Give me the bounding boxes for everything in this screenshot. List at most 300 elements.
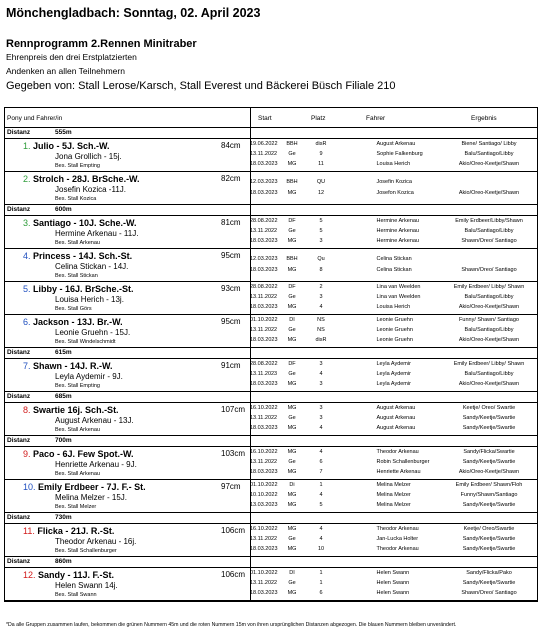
horse-name-text: Shawn - 14J. R.-W. xyxy=(33,361,113,371)
result-row xyxy=(5,140,537,149)
rider-name: Josefin Kozica -11J. xyxy=(55,185,126,194)
result-track: Ge xyxy=(288,228,296,234)
distance-label: Distanz xyxy=(7,393,31,400)
horse-name-text: Swartie 16j. Sch.-St. xyxy=(33,405,119,415)
result-date: 18.03.2023 xyxy=(250,546,278,552)
rider-name: Celina Stickan - 14J. xyxy=(55,262,129,271)
result-date: 18.03.2023 xyxy=(250,161,278,167)
horse-row xyxy=(5,216,537,249)
result-place: 3 xyxy=(319,361,323,367)
start-number: 7. xyxy=(23,361,31,371)
horse-name-text: Jackson - 13J. Br.-W. xyxy=(33,317,123,327)
result-outcome: Balu/Santiago/Libby xyxy=(464,371,514,377)
result-outcome: Akio/Oreo-Keetje/Shawn xyxy=(458,161,520,167)
horse-height: 91cm xyxy=(221,361,241,370)
result-row xyxy=(5,481,537,490)
horse-height: 84cm xyxy=(221,141,241,150)
horse-height: 106cm xyxy=(221,526,246,535)
horse-name-text: Princess - 14J. Sch.-St. xyxy=(33,251,133,261)
result-track: BBH xyxy=(286,256,298,262)
result-track: Ge xyxy=(288,536,296,542)
distance-value: 730m xyxy=(55,514,72,521)
result-outcome: Sandy/Keetje/Swartie xyxy=(462,536,516,542)
result-track: MG xyxy=(287,190,297,196)
page-title: Mönchengladbach: Sonntag, 02. April 2023 xyxy=(6,6,261,20)
rider-name: Helen Swann 14j. xyxy=(55,581,118,590)
result-outcome: Biene/ Santiago/ Libby xyxy=(461,141,517,147)
horse-row xyxy=(5,480,537,513)
result-track: Ge xyxy=(288,459,296,465)
result-driver: Jan-Lucka Holter xyxy=(376,536,419,542)
result-date: 18.03.2023 xyxy=(250,267,278,273)
result-place: 4 xyxy=(319,304,323,310)
result-track: MG xyxy=(287,304,297,310)
result-outcome: Akio/Oreo-Keetje/Shawn xyxy=(458,190,520,196)
result-driver: Leyla Aydemir xyxy=(376,371,411,377)
result-driver: Josefon Kozica xyxy=(376,190,414,196)
result-driver: Helen Swann xyxy=(376,570,410,576)
result-row xyxy=(5,150,537,159)
result-driver: Louisa Herich xyxy=(376,161,411,167)
result-track: Ge xyxy=(288,371,296,377)
result-track: DI xyxy=(289,317,295,323)
rider-name: Leyla Aydemir - 9J. xyxy=(55,372,123,381)
horse-height: 93cm xyxy=(221,284,241,293)
distance-row xyxy=(5,513,537,524)
result-place: 4 xyxy=(319,449,323,455)
result-track: Ge xyxy=(288,294,296,300)
result-place: 1 xyxy=(319,570,323,576)
result-date: 01.10.2022 xyxy=(250,482,278,488)
start-number: 5. xyxy=(23,284,31,294)
result-place: 4 xyxy=(319,526,323,532)
result-date: 28.08.2022 xyxy=(250,218,278,224)
result-outcome: Balu/Santiago/Libby xyxy=(464,294,514,300)
result-driver: Louisa Herich xyxy=(376,304,411,310)
rider-name: Hermine Arkenau - 11J. xyxy=(55,229,139,238)
result-date: 18.03.2023 xyxy=(250,425,278,431)
result-place: 12 xyxy=(317,190,325,196)
horse-row xyxy=(5,568,537,601)
result-outcome: Sandy/Flicka/Swartie xyxy=(463,449,515,455)
result-driver: Leonie Gruehn xyxy=(376,327,413,333)
stable-name: Bes. Stall Windelschmidt xyxy=(55,339,116,345)
result-place: 3 xyxy=(319,415,323,421)
result-row xyxy=(5,178,537,187)
result-track: MG xyxy=(287,337,297,343)
result-outcome: Akio/Oreo-Keetje/Shawn xyxy=(458,469,520,475)
start-number: 11. xyxy=(23,526,35,536)
result-driver: Henriette Arkenau xyxy=(376,469,421,475)
result-driver: August Arkenau xyxy=(376,405,416,411)
result-row xyxy=(5,424,537,433)
result-outcome: Sandy/Keetje/Swartie xyxy=(462,425,516,431)
result-place: QU xyxy=(316,179,326,185)
result-date: 18.03.2023 xyxy=(250,469,278,475)
result-driver: Melina Melzer xyxy=(376,492,411,498)
result-date: 19.06.2022 xyxy=(250,141,278,147)
col-platz: Platz xyxy=(311,115,326,122)
distance-label: Distanz xyxy=(7,514,31,521)
distance-row xyxy=(5,128,537,139)
horse-height: 82cm xyxy=(221,174,241,183)
distance-row xyxy=(5,392,537,403)
rider-name: Louisa Herich - 13j. xyxy=(55,295,124,304)
result-row xyxy=(5,589,537,598)
result-date: 28.08.2022 xyxy=(250,361,278,367)
result-date: 13.11.2023 xyxy=(250,371,278,377)
result-row xyxy=(5,404,537,413)
result-row xyxy=(5,255,537,264)
rider-name: Melina Melzer - 15J. xyxy=(55,493,128,502)
horse-name-text: Paco - 6J. Few Spot.-W. xyxy=(33,449,134,459)
stable-name: Bes. Stall Melzer xyxy=(55,504,97,510)
result-track: Di xyxy=(289,482,295,488)
result-driver: Helen Swann xyxy=(376,580,410,586)
start-number: 2. xyxy=(23,174,31,184)
horse-name-text: Strolch - 28J. BrSche.-W. xyxy=(33,174,140,184)
horse-row xyxy=(5,359,537,392)
horse-name-text: Sandy - 11J. F.-St. xyxy=(38,570,115,580)
result-outcome: Keetje/ Oreo/Swartie xyxy=(463,526,515,532)
result-place: 4 xyxy=(319,492,323,498)
stable-name: Bes. Stall Kozica xyxy=(55,196,97,202)
result-date: 16.10.2022 xyxy=(250,405,278,411)
horse-height: 95cm xyxy=(221,251,241,260)
result-driver: Hermine Arkenau xyxy=(376,238,419,244)
result-driver: Celina Stickan xyxy=(376,267,412,273)
start-number: 10. xyxy=(23,482,36,492)
result-driver: Theodor Arkenau xyxy=(376,449,419,455)
result-outcome: Funny/Shawn/Santiago xyxy=(460,492,518,498)
start-number: 8. xyxy=(23,405,31,415)
result-driver: Hermine Arkenau xyxy=(376,218,419,224)
distance-value: 615m xyxy=(55,349,72,356)
start-number: 4. xyxy=(23,251,31,261)
result-row xyxy=(5,491,537,500)
distance-label: Distanz xyxy=(7,437,31,444)
result-place: 4 xyxy=(319,536,323,542)
rider-name: Theodor Arkenau - 16j. xyxy=(55,537,137,546)
result-track: MG xyxy=(287,502,297,508)
result-date: 16.10.2022 xyxy=(250,449,278,455)
result-row xyxy=(5,360,537,369)
start-number: 1. xyxy=(23,141,31,151)
result-date: 13.11.2022 xyxy=(250,459,278,465)
result-place: Qu xyxy=(317,256,325,262)
result-outcome: Shawn/Oreo/ Santiago xyxy=(461,238,517,244)
result-date: 12.03.2023 xyxy=(250,256,278,262)
result-date: 13.03.2023 xyxy=(250,502,278,508)
table-body xyxy=(5,128,537,601)
result-row xyxy=(5,414,537,423)
result-place: 5 xyxy=(319,228,323,234)
start-number: 3. xyxy=(23,218,31,228)
result-driver: Lina van Weelden xyxy=(376,284,421,290)
result-track: BBH xyxy=(286,179,298,185)
result-date: 18.03.2023 xyxy=(250,337,278,343)
result-row xyxy=(5,448,537,457)
sponsor-line: Gegeben von: Stall Lerose/Karsch, Stall Everest und Bäckerei Büsch Filiale 210 xyxy=(6,80,396,92)
horse-height: 107cm xyxy=(221,405,246,414)
result-driver: Hermine Arkenau xyxy=(376,228,419,234)
rider-name: Jona Grollich - 15j. xyxy=(55,152,122,161)
result-track: MG xyxy=(287,238,297,244)
stable-name: Bes. Stall Schallenburger xyxy=(55,548,117,554)
result-place: 3 xyxy=(319,381,323,387)
result-row xyxy=(5,283,537,292)
result-outcome: Keetje/ Oreo/ Swartie xyxy=(462,405,516,411)
result-date: 13.11.2022 xyxy=(250,327,278,333)
result-track: MG xyxy=(287,161,297,167)
result-place: 5 xyxy=(319,502,323,508)
result-date: 13.11.2022 xyxy=(250,580,278,586)
result-driver: Helen Swann xyxy=(376,590,410,596)
result-driver: Leonie Gruehn xyxy=(376,337,413,343)
result-row xyxy=(5,545,537,554)
result-outcome: Akio/Oreo-Keetje/Shawn xyxy=(458,381,520,387)
result-track: MG xyxy=(287,405,297,411)
result-place: 3 xyxy=(319,238,323,244)
result-place: NS xyxy=(317,317,325,323)
distance-value: 685m xyxy=(55,393,72,400)
result-driver: August Arkenau xyxy=(376,415,416,421)
result-track: MG xyxy=(287,267,297,273)
stable-name: Bes. Stall Swann xyxy=(55,592,97,598)
horse-height: 106cm xyxy=(221,570,246,579)
result-driver: Celina Stickan xyxy=(376,256,412,262)
distance-value: 700m xyxy=(55,437,72,444)
result-outcome: Shawn/Oreo/ Santiago xyxy=(461,267,517,273)
result-date: 18.03.2023 xyxy=(250,190,278,196)
horse-row xyxy=(5,447,537,480)
result-outcome: Emily Erdbeer/Libby/Shawn xyxy=(455,218,523,224)
stable-name: Bes. Stall Arkenau xyxy=(55,240,100,246)
result-row xyxy=(5,293,537,302)
distance-label: Distanz xyxy=(7,349,31,356)
result-track: MG xyxy=(287,590,297,596)
result-place: 10 xyxy=(317,546,325,552)
rider-name: Leonie Gruehn - 15J. xyxy=(55,328,131,337)
horse-name-text: Libby - 16J. BrSche.-St. xyxy=(33,284,134,294)
result-date: 18.03.2023 xyxy=(250,238,278,244)
result-track: MG xyxy=(287,469,297,475)
result-row xyxy=(5,227,537,236)
result-outcome: Sandy/Keetje/Swartie xyxy=(462,415,516,421)
result-row xyxy=(5,160,537,169)
result-track: MG xyxy=(287,492,297,498)
result-place: 11 xyxy=(318,161,324,167)
result-place: 7 xyxy=(319,469,323,475)
result-date: 12.03.2023 xyxy=(250,179,278,185)
horse-row xyxy=(5,524,537,557)
result-date: 01.10.2022 xyxy=(250,570,278,576)
result-place: disR xyxy=(315,141,327,147)
distance-value: 860m xyxy=(55,558,72,565)
result-row xyxy=(5,303,537,312)
result-track: MG xyxy=(287,546,297,552)
result-date: 18.03.2023 xyxy=(250,304,278,310)
result-row xyxy=(5,326,537,335)
result-outcome: Sandy/Keetje/Swartie xyxy=(462,459,516,465)
result-outcome: Shawn/Oreo/ Santiago xyxy=(461,590,517,596)
horse-name-text: Emily Erdbeer - 7J. F.- St. xyxy=(38,482,146,492)
col-start: Start xyxy=(258,115,272,122)
horse-row xyxy=(5,249,537,282)
result-track: MG xyxy=(287,425,297,431)
horse-name-text: Julio - 5J. Sch.-W. xyxy=(33,141,110,151)
result-row xyxy=(5,535,537,544)
result-outcome: Emily Erdbeer/ Shawn/Floh xyxy=(455,482,523,488)
result-outcome: Sandy/Keetje/Swartie xyxy=(462,502,516,508)
result-track: Ge xyxy=(288,580,296,586)
start-number: 9. xyxy=(23,449,31,459)
result-place: disR xyxy=(315,337,327,343)
result-outcome: Sandy/Keetje/Swartie xyxy=(462,580,516,586)
result-date: 10.10.2022 xyxy=(250,492,278,498)
result-row xyxy=(5,569,537,578)
horse-name-text: Flicka - 21J. R.-St. xyxy=(37,526,115,536)
stable-name: Bes. Stall Empting xyxy=(55,383,100,389)
result-date: 16.10.2022 xyxy=(250,526,278,532)
result-driver: Leyla Aydemir xyxy=(376,361,411,367)
rider-name: August Arkenau - 13J. xyxy=(55,416,134,425)
prize-line: Ehrenpreis den drei Erstplatzierten xyxy=(6,52,137,62)
result-driver: Melina Melzer xyxy=(376,502,411,508)
result-date: 13.11.2022 xyxy=(250,415,278,421)
race-table xyxy=(4,107,538,602)
col-ergebnis: Ergebnis xyxy=(471,115,497,122)
result-row xyxy=(5,336,537,345)
result-driver: August Arkenau xyxy=(376,141,416,147)
result-driver: August Arkenau xyxy=(376,425,416,431)
result-driver: Leonie Gruehn xyxy=(376,317,413,323)
result-track: Ge xyxy=(288,327,296,333)
result-outcome: Balu/Santiago/Libby xyxy=(464,228,514,234)
result-place: 1 xyxy=(319,580,323,586)
result-row xyxy=(5,237,537,246)
result-row xyxy=(5,316,537,325)
stable-name: Bes. Stall Görs xyxy=(55,306,92,312)
result-place: 1 xyxy=(319,482,323,488)
distance-value: 555m xyxy=(55,129,72,136)
result-track: MG xyxy=(287,526,297,532)
result-place: 3 xyxy=(319,405,323,411)
distance-row xyxy=(5,557,537,568)
result-outcome: Balu/Santiago/Libby xyxy=(464,151,514,157)
result-outcome: Balu/Santiago/Libby xyxy=(464,327,514,333)
result-track: Ge xyxy=(288,415,296,421)
result-outcome: Emily Erdbeer/ Libby/ Shawn xyxy=(453,284,525,290)
result-date: 01.10.2022 xyxy=(250,317,278,323)
result-place: 5 xyxy=(319,218,323,224)
result-place: 6 xyxy=(319,590,323,596)
horse-row xyxy=(5,315,537,348)
stable-name: Bes. Stall Arkenau xyxy=(55,471,100,477)
distance-label: Distanz xyxy=(7,558,31,565)
result-driver: Melina Melzer xyxy=(376,482,411,488)
distance-row xyxy=(5,205,537,216)
footnote: *Da alle Gruppen zusammen laufen, bekommen die grünen Nummern 45m und die roten Nummern 15m von ihren ursprünglichen Distanzen abgezogen. Die blauen Nummern bleiben unverändert. xyxy=(6,622,457,628)
result-track: DI xyxy=(289,570,295,576)
horse-row xyxy=(5,403,537,436)
result-driver: Sophie Falkenburg xyxy=(376,151,423,157)
horse-row xyxy=(5,282,537,315)
stable-name: Bes. Stall Empting xyxy=(55,163,100,169)
result-driver: Theodor Arkenau xyxy=(376,546,419,552)
result-outcome: Sandy/Flicka/Pako xyxy=(466,570,512,576)
distance-row xyxy=(5,436,537,447)
table-header xyxy=(5,108,537,128)
distance-label: Distanz xyxy=(7,206,31,213)
horse-height: 97cm xyxy=(221,482,241,491)
distance-value: 600m xyxy=(55,206,72,213)
result-row xyxy=(5,217,537,226)
result-place: 4 xyxy=(319,425,323,431)
result-outcome: Akio/Oreo-Keetje/Shawn xyxy=(458,304,520,310)
result-driver: Robin Schallenburger xyxy=(376,459,430,465)
result-row xyxy=(5,525,537,534)
result-track: Ge xyxy=(288,151,296,157)
stable-name: Bes. Stall Arkenau xyxy=(55,427,100,433)
result-row xyxy=(5,380,537,389)
result-driver: Lina van Weelden xyxy=(376,294,421,300)
horse-row xyxy=(5,139,537,172)
distance-label: Distanz xyxy=(7,129,31,136)
horse-height: 95cm xyxy=(221,317,241,326)
result-place: 6 xyxy=(319,459,323,465)
horse-height: 103cm xyxy=(221,449,246,458)
result-row xyxy=(5,579,537,588)
stable-name: Bes. Stall Stickan xyxy=(55,273,98,279)
start-number: 6. xyxy=(23,317,31,327)
result-row xyxy=(5,370,537,379)
result-row xyxy=(5,458,537,467)
distance-row xyxy=(5,348,537,359)
col-pony: Pony und Fahrer/in xyxy=(7,115,63,122)
result-track: DF xyxy=(288,361,296,367)
result-track: MG xyxy=(287,381,297,387)
result-date: 13.11.2022 xyxy=(250,536,278,542)
result-outcome: Emily Erdbeer/ Libby/ Shawn xyxy=(453,361,525,367)
result-row xyxy=(5,468,537,477)
result-date: 13.11.2022 xyxy=(250,228,278,234)
result-place: 8 xyxy=(319,267,323,273)
result-row xyxy=(5,501,537,510)
rider-name: Henriette Arkenau - 9J. xyxy=(55,460,137,469)
result-place: 3 xyxy=(319,294,323,300)
horse-name-text: Santiago - 10J. Sche.-W. xyxy=(33,218,137,228)
result-place: NS xyxy=(317,327,325,333)
result-track: DF xyxy=(288,284,296,290)
horse-row xyxy=(5,172,537,205)
result-driver: Josefin Kozica xyxy=(376,179,412,185)
horse-height: 81cm xyxy=(221,218,241,227)
col-fahrer: Fahrer xyxy=(366,115,386,122)
result-date: 13.11.2022 xyxy=(250,151,278,157)
race-title: Rennprogramm 2.Rennen Minitraber xyxy=(6,38,197,50)
result-date: 13.11.2022 xyxy=(250,294,278,300)
result-place: 9 xyxy=(319,151,323,157)
result-place: 2 xyxy=(319,284,323,290)
result-outcome: Funny/ Shawn/ Santiago xyxy=(459,317,519,323)
result-date: 18.03.2023 xyxy=(250,590,278,596)
result-date: 18.03.2023 xyxy=(250,381,278,387)
result-row xyxy=(5,189,537,198)
souvenir-line: Andenken an allen Teilnehmern xyxy=(6,66,125,76)
result-track: BBH xyxy=(286,141,298,147)
result-driver: Theodor Arkenau xyxy=(376,526,419,532)
